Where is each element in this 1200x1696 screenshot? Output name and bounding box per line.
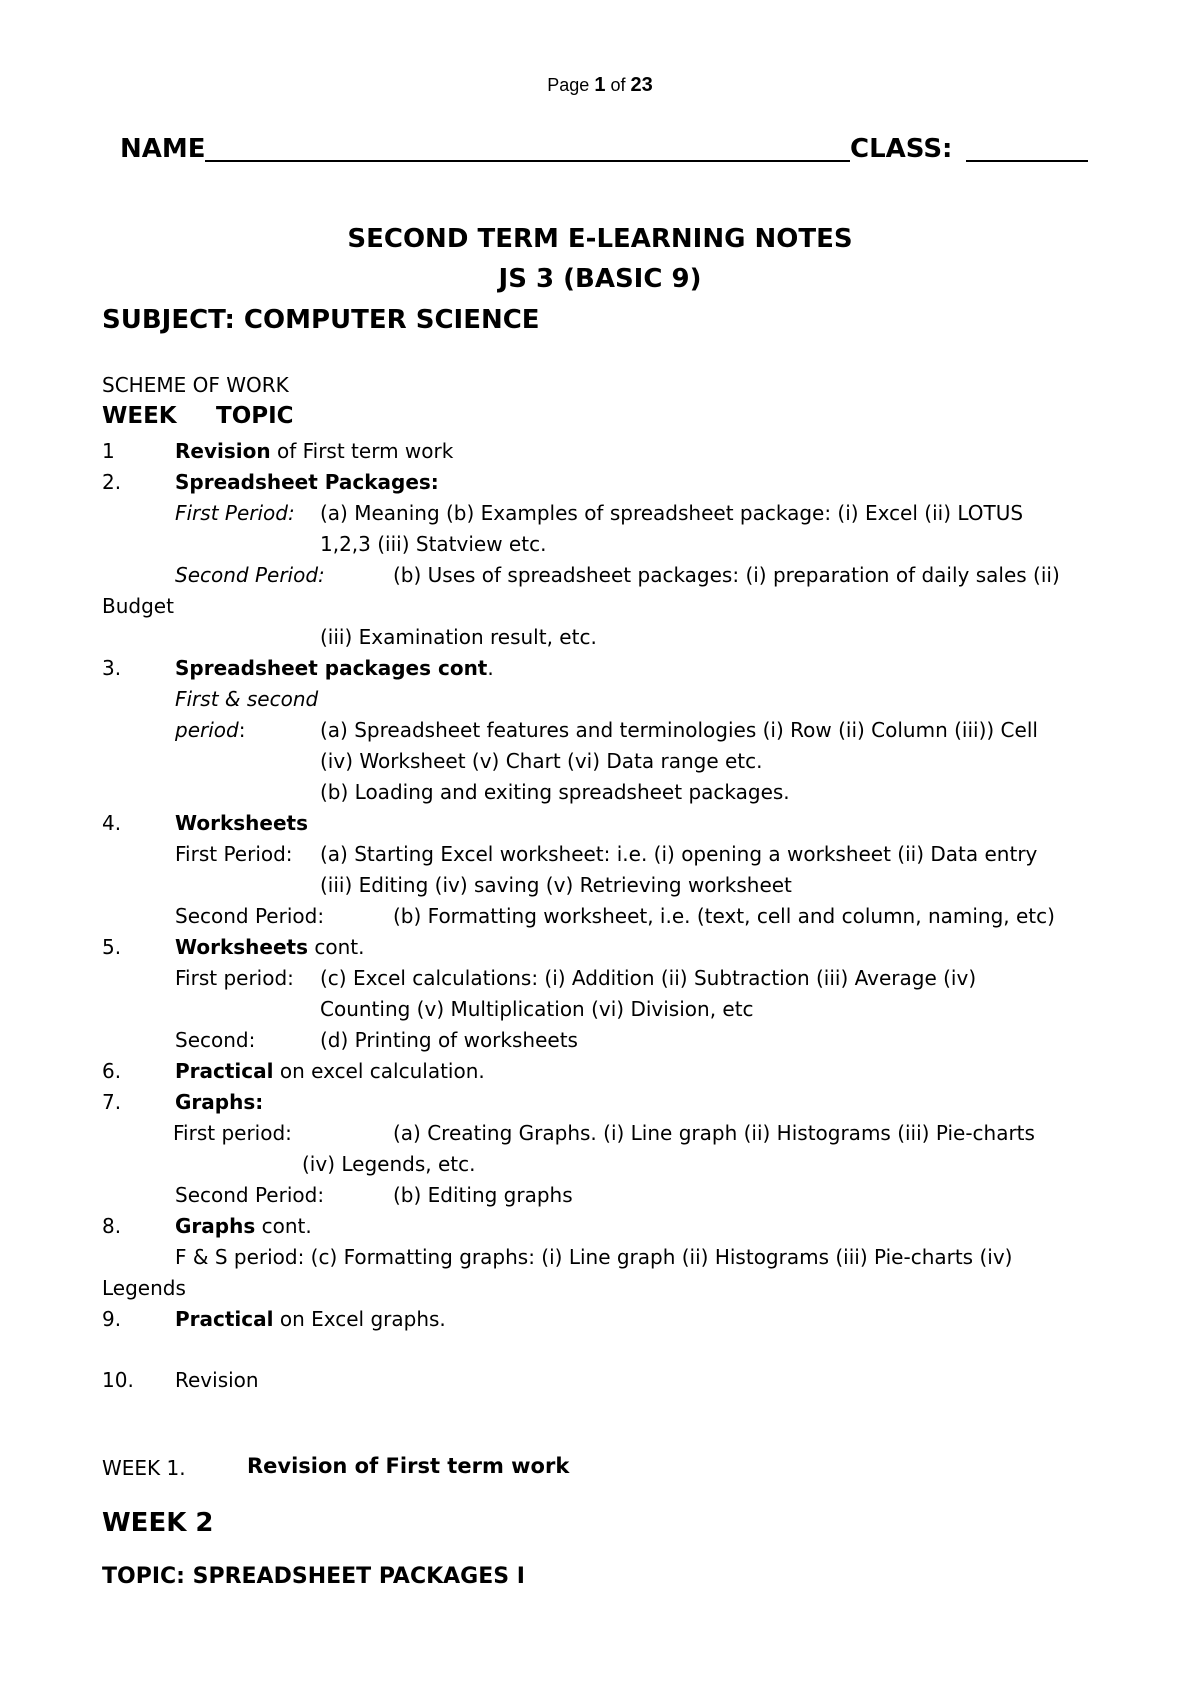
scheme-heading: SCHEME OF WORK <box>102 373 289 397</box>
period-label: Second Period: <box>175 904 325 928</box>
week-number: 2. <box>102 470 122 494</box>
week-topic: Spreadsheet packages cont. <box>175 656 494 680</box>
week-number: 9. <box>102 1307 122 1331</box>
week-topic: Revision <box>175 1368 259 1392</box>
period-detail: (c) Excel calculations: (i) Addition (ii) Subtraction (iii) Average (iv) <box>320 966 977 990</box>
page-label: Page <box>547 75 590 95</box>
period-label: First Period: <box>175 501 295 525</box>
period-detail: (b) Uses of spreadsheet packages: (i) preparation of daily sales (ii) <box>393 563 1060 587</box>
week-number: 4. <box>102 811 122 835</box>
period-label: Second Period: <box>175 563 325 587</box>
week-topic: Spreadsheet Packages: <box>175 470 439 494</box>
week-topic: Practical on excel calculation. <box>175 1059 485 1083</box>
week2-section-heading: WEEK 2 <box>102 1508 214 1538</box>
period-label: First period: <box>173 1121 292 1145</box>
week-topic: Graphs cont. <box>175 1214 312 1238</box>
name-label: NAME <box>120 134 206 164</box>
page-current: 1 <box>594 74 606 96</box>
period-detail: Counting (v) Multiplication (vi) Division, etc <box>320 997 754 1021</box>
period-label: First period: <box>175 966 294 990</box>
period-detail: (b) Formatting worksheet, i.e. (text, cell and column, naming, etc) <box>393 904 1055 928</box>
class-blank-line <box>966 160 1088 162</box>
period-detail-wrap: Legends <box>102 1276 186 1300</box>
period-label: Second: <box>175 1028 256 1052</box>
period-detail: (iv) Legends, etc. <box>302 1152 476 1176</box>
period-detail: (a) Spreadsheet features and terminologies (i) Row (ii) Column (iii)) Cell <box>320 718 1038 742</box>
name-blank-line <box>205 160 850 162</box>
week-number: 1 <box>102 439 115 463</box>
period-detail: (iii) Editing (iv) saving (v) Retrieving worksheet <box>320 873 792 897</box>
period-detail: (a) Starting Excel worksheet: i.e. (i) opening a worksheet (ii) Data entry <box>320 842 1038 866</box>
period-detail: (b) Loading and exiting spreadsheet packages. <box>320 780 790 804</box>
document-title: SECOND TERM E-LEARNING NOTES <box>347 224 853 254</box>
week1-section-label: WEEK 1. <box>102 1456 186 1480</box>
period-detail: (b) Editing graphs <box>393 1183 573 1207</box>
week-topic: Revision of First term work <box>175 439 454 463</box>
subject-heading: SUBJECT: COMPUTER SCIENCE <box>102 305 540 335</box>
period-detail: (iv) Worksheet (v) Chart (vi) Data range etc. <box>320 749 763 773</box>
class-level-title: JS 3 (BASIC 9) <box>498 264 702 294</box>
week-topic: Practical on Excel graphs. <box>175 1307 446 1331</box>
class-label: CLASS: <box>850 134 953 164</box>
week-number: 3. <box>102 656 122 680</box>
page-number-header <box>0 74 1200 97</box>
week-number: 8. <box>102 1214 122 1238</box>
period-label: First Period: <box>175 842 293 866</box>
period-detail: (a) Creating Graphs. (i) Line graph (ii) Histograms (iii) Pie-charts <box>393 1121 1035 1145</box>
period-detail: (iii) Examination result, etc. <box>320 625 597 649</box>
week-topic: Worksheets cont. <box>175 935 365 959</box>
period-detail: F & S period: (c) Formatting graphs: (i) Line graph (ii) Histograms (iii) Pie-charts (iv) <box>175 1245 1013 1269</box>
period-label: Second Period: <box>175 1183 325 1207</box>
period-label: First & second <box>175 687 319 711</box>
week-number: 7. <box>102 1090 122 1114</box>
period-label: period: <box>175 718 246 742</box>
page-of: of <box>610 75 626 95</box>
period-detail-wrap: Budget <box>102 594 174 618</box>
week-topic: Worksheets <box>175 811 308 835</box>
week-number: 10. <box>102 1368 134 1392</box>
week-topic: Graphs: <box>175 1090 264 1114</box>
page-total: 23 <box>630 74 653 96</box>
period-detail: (d) Printing of worksheets <box>320 1028 578 1052</box>
topic-column-header: TOPIC <box>216 403 294 429</box>
period-detail: 1,2,3 (iii) Statview etc. <box>320 532 547 556</box>
period-detail: (a) Meaning (b) Examples of spreadsheet package: (i) Excel (ii) LOTUS <box>320 501 1024 525</box>
topic-heading: TOPIC: SPREADSHEET PACKAGES I <box>102 1564 525 1589</box>
week1-section-title: Revision of First term work <box>247 1454 570 1478</box>
week-number: 5. <box>102 935 122 959</box>
week-column-header: WEEK <box>102 403 177 429</box>
week-number: 6. <box>102 1059 122 1083</box>
